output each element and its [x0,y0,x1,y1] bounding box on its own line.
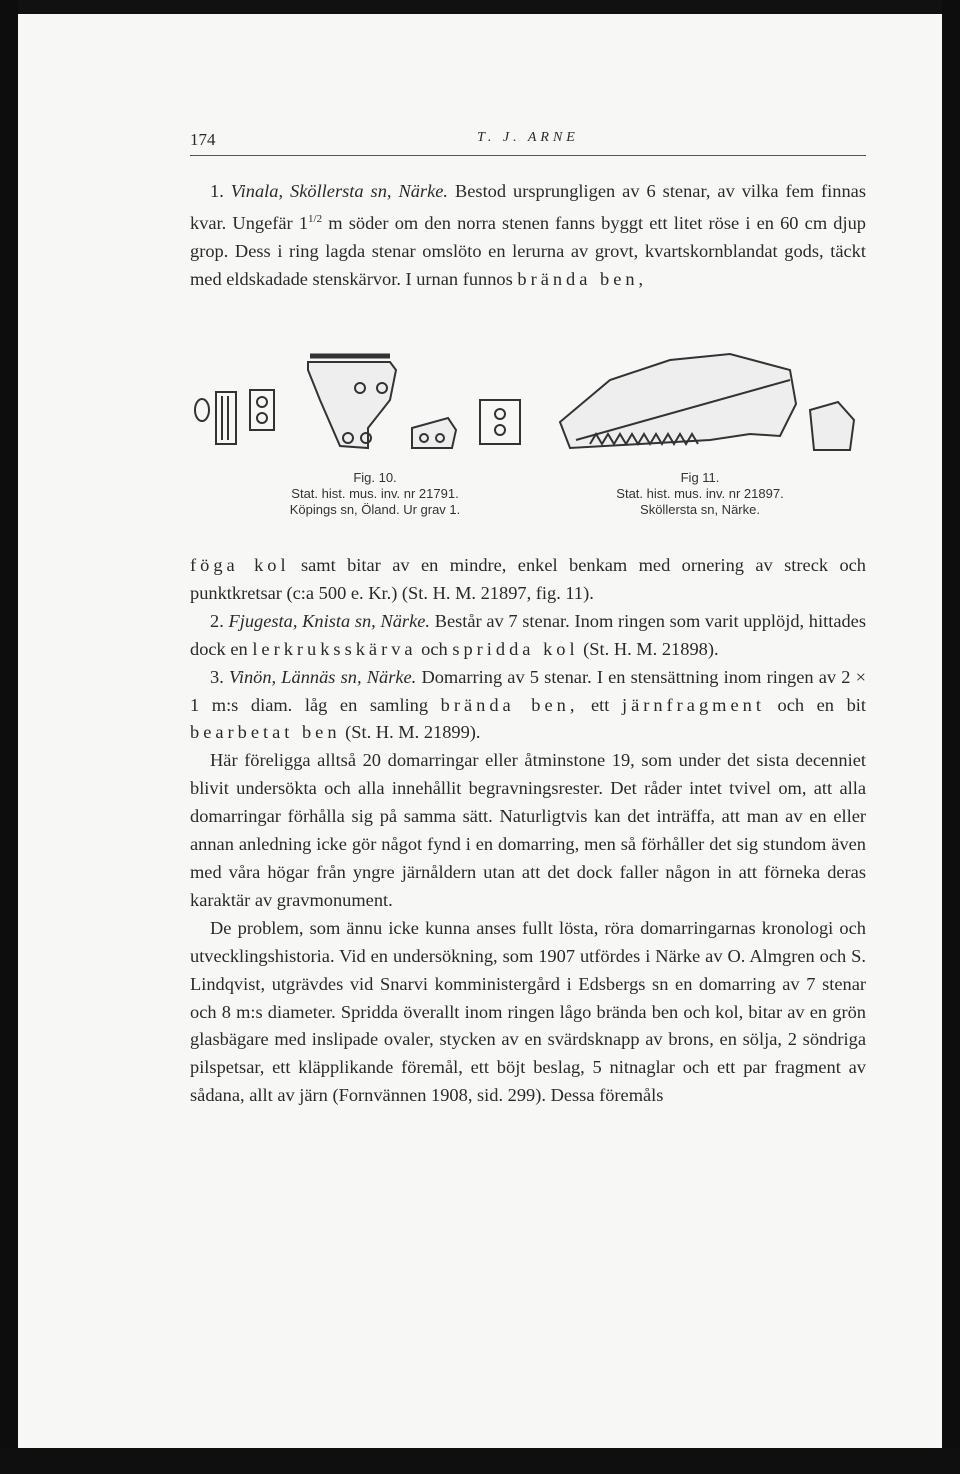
paragraph-3 [190,664,866,748]
entry-number: 3. [210,666,224,687]
entry-place: Vinala, Sköllersta sn, Närke. [230,181,449,201]
fraction: 1/2 [308,212,323,225]
spaced-emphasis: brända ben, [440,694,579,715]
paragraph-1 [190,178,866,294]
fig10-line1: Stat. hist. mus. inv. nr 21791. [291,486,459,501]
fig10-number: Fig. 10. [353,470,397,485]
fig11-line1: Stat. hist. mus. inv. nr 21897. [616,486,784,501]
fig11-line2: Sköllersta sn, Närke. [640,502,760,517]
scan-border-left [0,0,18,1474]
entry-text: och [416,638,453,659]
fig10-line2: Köpings sn, Öland. Ur grav 1. [289,502,461,517]
entry-number: 2. [210,610,224,631]
entry-text: (St. H. M. 21898). [578,638,719,659]
spaced-emphasis: lerkruksskärva [252,638,417,659]
header-rule [190,155,866,156]
spaced-emphasis: brända ben, [517,268,648,289]
running-header [190,130,866,158]
entry-text: (St. H. M. 21899). [340,722,481,743]
scan-border-bottom [0,1448,960,1474]
entry-place: Vinön, Lännäs sn, Närke. [228,666,417,687]
page-number: 174 [190,130,216,149]
entry-text: Består av 7 stenar. Inom ringen som varit upplöjd, hittades dock en [190,610,866,659]
body-text [190,552,866,1110]
fig11-caption [555,470,845,518]
scan-border-top [0,0,960,14]
spaced-emphasis: föga kol [190,555,290,575]
spaced-emphasis: spridda kol [452,638,579,659]
entry-text: Bestod ursprungligen av 6 stenar, av vilka fem finnas kvar. Ungefär 1 [190,181,866,234]
artifact-drawings [190,340,866,460]
entry-number: 1. [210,181,224,201]
paragraph-1-continued [190,552,866,608]
fig10-drawing [195,356,520,448]
entry-text: och en bit [764,694,866,715]
spaced-emphasis: järnfragment [621,694,765,715]
fig10-caption [230,470,520,518]
paragraph-5: De problem, som ännu icke kunna anses fullt lösta, röra domarringarnas kronologi och utvecklingshistoria. Vid en undersökning, som 1907 utfördes i Närke av O. Almgren och S. Lindqvist, utgrävdes vid Snarvi komministergård i Edsbergs sn en domarring av 7 stenar och 8 m:s diameter. Spridda överallt inom ringen lågo brända ben och kol, bitar av en grön glasbägare med inslipade ovaler, stycken av en svärdsknapp av brons, en sölja, 2 söndriga pilspetsar, ett kläpplikande föremål, ett böjt beslag, 5 nitnaglar och ett par fragment av sådana, allt av järn (Fornvännen 1908, sid. 299). Dessa föremåls [190,917,866,1106]
paragraph-2 [190,608,866,664]
figure-row [190,340,866,460]
scan-border-right [942,0,960,1474]
figure-captions [190,470,866,530]
fig11-number: Fig 11. [680,470,720,485]
running-title: T. J. ARNE [477,130,579,145]
entry-place: Fjugesta, Knista sn, Närke. [228,610,431,631]
entry-text: Domarring av 5 stenar. I en stensättning inom ringen av 2 × 1 m:s diam. låg en samling [190,666,866,715]
entry-text: m söder om den norra stenen fanns byggt ett litet röse i en 60 cm djup grop. Dess i ring lagda stenar omslöto en lerurna av grovt, kvartskornblandat gods, täckt med eldskadade stenskärvor. I urnan funnos [190,213,866,289]
spaced-emphasis: bearbetat ben [190,722,341,743]
fig11-drawing [560,354,854,450]
entry-text: samt bitar av en mindre, enkel benkam med ornering av streck och punktkretsar (c:a 500 e. Kr.) (St. H. M. 21897, fig. 11). [190,555,866,603]
entry-text: ett [578,694,622,715]
paragraph-4: Här föreligga alltså 20 domarringar eller åtminstone 19, som under det sista decenniet blivit undersökta och alla innehållit begravningsrester. Det råder intet tvivel om, att alla domarringar förhålla sig på samma sätt. Naturligtvis kan det inträffa, att man av en eller annan anledning icke gör något fynd i en domarring, men så förhåller det sig stundom även med våra högar från yngre järnåldern utan att det dock faller någon in att förneka deras karaktär av gravmonument. [190,750,866,910]
